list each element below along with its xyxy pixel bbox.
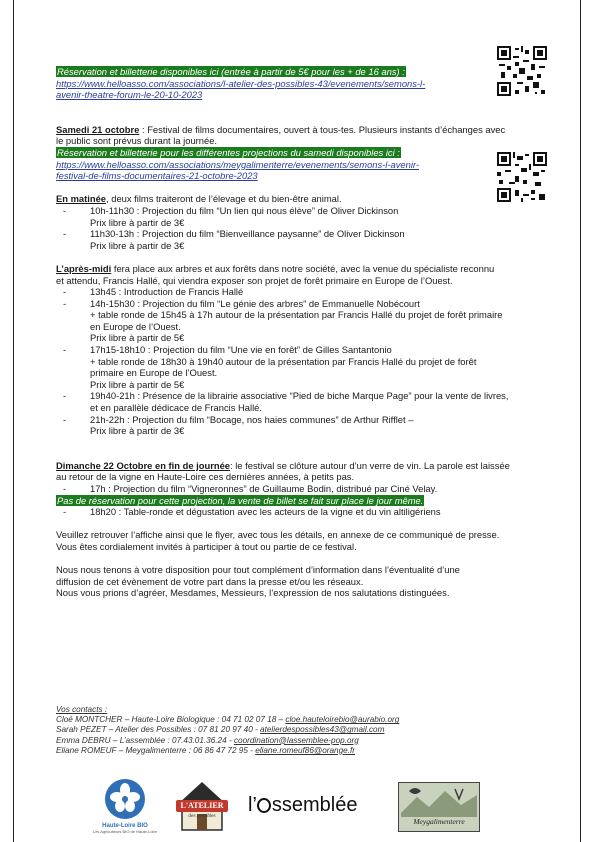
assemblee-text: ssemblée: [271, 794, 358, 816]
afternoon-label: L’après-midi: [56, 262, 112, 274]
booking-theatre: [56, 66, 536, 78]
list-item: - 19h40-21h : Présence de la librairie associative “Pied de biche Marque Page” pour la vente de livres, et en parallèle dédicace de Francis Hallé.: [56, 390, 536, 413]
url-festival-line1[interactable]: https://www.helloasso.com/associations/meygalimenterre/evenements/semons-l-avenir-: [56, 158, 420, 170]
list-item: - 17h : Projection du film “Vigneronnes” de Guillaume Bodin, distribué par Ciné Velay.: [56, 483, 536, 495]
contacts-block: [56, 705, 399, 756]
morning-list: [56, 205, 536, 251]
sunday-intro-2: au retour de la vigne en Haute-Loire ces dernières années, à petits pas.: [56, 471, 355, 483]
morning-label: En matinée: [56, 193, 107, 205]
morning-intro: En matinée, deux films traiteront de l’élevage et du bien-être animal.: [56, 193, 342, 205]
sunday-list-2: [56, 506, 536, 518]
booking-saturday: Réservation et billetterie pour les différentes projections du samedi disponibles ici :: [57, 146, 400, 158]
list-item: - 10h-11h30 : Projection du film “Un lien qui nous élève” de Oliver Dickinson Prix libre à partir de 3€: [56, 205, 536, 228]
logo-atelier-des-possibles: [170, 778, 234, 834]
list-item: - 18h20 : Table-ronde et dégustation avec les acteurs de la vigne et du vin altiligériens: [56, 506, 536, 518]
hlbio-flower-icon: [86, 778, 164, 820]
sunday-intro: Dimanche 22 Octobre en fin de journée: le festival se clôture autour d’un verre de vin. La parole est laissée: [56, 459, 510, 471]
closing-p2-line3: Nous vous prions d’agréer, Mesdames, Messieurs, l’expression de nos salutations distinguées.: [56, 587, 450, 599]
press-release-body: [56, 66, 536, 599]
hlbio-tagline: Les Agriculteurs BIO de Haute-Loire: [92, 829, 158, 834]
atelier-subtitle: des possibles: [188, 813, 216, 818]
sunday-note: Pas de réservation pour cette projection, la vente de billet se fait sur place le jour même.: [57, 494, 424, 506]
saturday-intro-2: le public sont prévus durant la journée.: [56, 135, 218, 147]
list-item: - 13h45 : Introduction de Francis Hallé: [56, 286, 536, 298]
logo-haute-loire-bio: [86, 778, 164, 834]
contact-line: Eliane ROMEUF – Meygalimenterre : 06 86 47 72 95 - eliane.romeuf86@orange.fr: [56, 745, 355, 755]
closing-p1-line2: Vous êtes cordialement invités à participer à tout ou partie de ce festival.: [56, 540, 357, 552]
list-item: - 14h-15h30 : Projection du film “Le génie des arbres” de Emmanuelle Nobécourt + table ronde de 15h45 à 17h autour de la présentation par Francis Hallé du projet de forêt primaire en Europe de l’Ouest. Prix libre à partir de 5€: [56, 298, 536, 344]
url-theatre-line2[interactable]: avenir-theatre-forum-le-20-10-2023: [56, 89, 203, 101]
list-item: - 21h-22h : Projection du film “Bocage, nos haies communes” de Arthur Rifflet – Prix libre à partir de 3€: [56, 414, 536, 437]
saturday-date: Samedi 21 octobre: [56, 123, 140, 135]
list-item: - 11h30-13h : Projection du film “Bienveillance paysanne” de Oliver Dickinson Prix libre à partir de 3€: [56, 228, 536, 251]
closing-p2-line1: Nous nous tenons à votre disposition pour tout complément d’information dans l’éventualité d’une: [56, 564, 460, 576]
contact-line: Cloé MONTCHER – Haute-Loire Biologique : 04 71 02 07 18 – cloe.hauteloirebio@aurabio.org: [56, 715, 400, 725]
closing-p1-line1: Veuillez retrouver l’affiche ainsi que le flyer, avec tous les détails, en annexe de ce communiqué de presse.: [56, 529, 500, 541]
saturday-intro: Samedi 21 octobre : Festival de films documentaires, ouvert à tous-tes. Plusieurs instants d’échanges avec: [56, 123, 506, 135]
contact-email[interactable]: eliane.romeuf86@orange.fr: [255, 745, 355, 755]
afternoon-list: [56, 286, 536, 437]
contact-line: Sarah PEZET – Atelier des Possibles : 07 81 20 97 40 - atelierdespossibles43@gmail.com: [56, 725, 385, 735]
contact-email[interactable]: coordination@lassemblee-pop.org: [233, 735, 359, 745]
logo-meygalimenterre: [398, 782, 480, 832]
contact-email[interactable]: cloe.hauteloirebio@aurabio.org: [285, 715, 400, 725]
atelier-title: L'ATELIER: [180, 801, 224, 810]
contacts-header: Vos contacts :: [56, 705, 108, 714]
afternoon-intro: L’après-midi fera place aux arbres et aux forêts dans notre société, avec la venue du spécialiste reconnu: [56, 262, 495, 274]
hlbio-name: Haute-Loire BIO: [102, 823, 148, 829]
contact-line: Emma DEBRU – L’assemblée : 07.43.01.36.24 - coordination@lassemblee-pop.org: [56, 735, 359, 745]
url-theatre-line1[interactable]: https://www.helloasso.com/associations/l-atelier-des-possibles-43/evenements/semons-l-: [56, 77, 426, 89]
contact-email[interactable]: atelierdespossibles43@gmail.com: [260, 725, 385, 735]
afternoon-intro-2: et attendu, Francis Hallé, qui viendra exposer son projet de forêt primaire en Europe de l’Ouest.: [56, 274, 453, 286]
list-item: - 17h15-18h10 : Projection du film “Une vie en forêt” de Gilles Santantonio + table ronde de 18h30 à 19h40 autour de la présentation par Francis Hallé du projet de forêt primaire en Europe de l’Ouest. Prix libre à partir de 5€: [56, 344, 536, 390]
meyga-landscape-icon: [399, 783, 479, 817]
assemblee-prefix: l’: [248, 794, 257, 816]
booking-theatre-highlight: Réservation et billetterie disponibles ici (entrée à partir de 5€ pour les + de 16 ans) :: [57, 66, 405, 77]
logo-lassemblee: [248, 794, 378, 818]
partner-logos: [0, 778, 596, 834]
sunday-list-1: [56, 483, 536, 495]
url-festival-line2[interactable]: festival-de-films-documentaires-21-octobre-2023: [56, 170, 258, 182]
sunday-date: Dimanche 22 Octobre en fin de journée: [56, 459, 231, 471]
assemblee-a-icon: [257, 798, 271, 813]
closing-p2-line2: diffusion de cet évènement de votre part dans la presse et/ou les réseaux.: [56, 575, 364, 587]
meyga-name: Meygalimenterre: [413, 817, 465, 826]
